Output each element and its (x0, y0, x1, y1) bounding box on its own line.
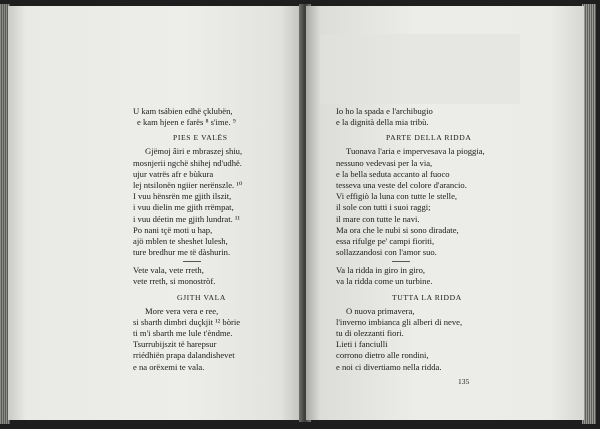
left-page-text (133, 106, 242, 373)
text-line: Vi effigiò la luna con tutte le stelle, (336, 191, 458, 202)
stanza (133, 306, 242, 373)
poem-title: PIES E VALËS (173, 133, 228, 143)
stanza (133, 265, 242, 287)
text-line: corrono dietro alle rondini, (336, 350, 429, 361)
poem-title: TUTTA LA RIDDA (392, 292, 462, 302)
right-page (306, 6, 584, 420)
text-line: vete rreth, si monostròf. (133, 276, 216, 287)
text-line: Gjëmoj âiri e mbraszej shiu, (145, 146, 243, 157)
text-line: il sole con tutti i suoi raggi; (336, 202, 431, 213)
text-line: nessuno vedevasi per la via, (336, 157, 433, 168)
text-line: e noi ci divertiamo nella ridda. (336, 361, 442, 372)
page-number: 135 (458, 377, 470, 386)
text-line: il mare con tutte le navi. (336, 213, 420, 224)
text-line: ti m'i sbarth me lule t'èndme. (133, 328, 233, 338)
divider (183, 261, 201, 262)
poem-title: PARTE DELLA RIDDA (386, 133, 472, 143)
text-line: Ma ora che le nubi si sono diradate, (336, 224, 459, 235)
text-line: tu di olezzanti fiori. (336, 328, 404, 338)
show-through-illustration (320, 34, 520, 104)
stanza (133, 146, 242, 258)
text-line: si sbarth dimbri duçkjit ¹² bòrie (133, 316, 241, 327)
text-line: e la dignità della mia tribù. (336, 117, 429, 128)
text-line: e na orëxemi te vala. (133, 361, 205, 372)
text-line: e la bella seduta accanto al fuoco (336, 168, 450, 179)
stanza (336, 146, 485, 258)
text-line: Vete vala, vete rreth, (133, 265, 204, 276)
text-line: i vuu déetin me gjith lundrat. ¹¹ (133, 213, 241, 224)
text-line: i vuu dielin me gjith rrëmpat, (133, 202, 234, 213)
text-line: l'inverno imbianca gli alberi di neve, (336, 316, 463, 327)
text-line: sollazzandosi con l'amor suo. (336, 247, 437, 258)
text-line: Io ho la spada e l'archibugio (336, 106, 433, 116)
stanza (336, 306, 485, 373)
text-line: I vuu hënsrën me gjith ilszit, (133, 191, 232, 202)
text-line: ture bredhur me të dàshurin. (133, 247, 231, 258)
text-line: essa rifulge pe' campi fioriti, (336, 235, 435, 246)
text-line: lej ntsilonën ngiier nerënszle. ¹⁰ (133, 179, 243, 190)
divider (392, 261, 410, 262)
text-line: e kam hjeen e farës ⁸ s'ime. ⁹ (137, 117, 236, 128)
poem-title: GJITH VALA (177, 292, 226, 302)
text-line: Tsurrubijszit të harepsur (133, 339, 217, 350)
right-page-text (336, 106, 485, 373)
text-line: ajö mblen te sheshet lulesh, (133, 235, 228, 246)
text-line: va la ridda come un turbine. (336, 276, 433, 287)
right-page-edges (582, 4, 596, 424)
text-line: O nuova primavera, (346, 305, 415, 316)
text-line: Po nani tçë moti u hap, (133, 224, 213, 235)
text-line: Va la ridda in giro in giro, (336, 265, 426, 276)
text-line: mosnjerii ngchë shihej nd'udhë. (133, 157, 242, 168)
text-line: More vera vera e ree, (145, 305, 219, 316)
text-line: Tuonava l'aria e impervesava la pioggia, (346, 146, 485, 157)
text-line: Lieti i fanciulli (336, 339, 388, 350)
left-page (8, 6, 304, 420)
text-line: ujur vatrës afr e bùkura (133, 168, 214, 179)
text-line: rriédhiën prapa dalandishevet (133, 350, 235, 361)
text-line: tesseva una veste del colore d'arancio. (336, 179, 467, 190)
text-line: U kam tsábien edhë çklubën, (133, 106, 233, 116)
stanza (336, 265, 485, 287)
